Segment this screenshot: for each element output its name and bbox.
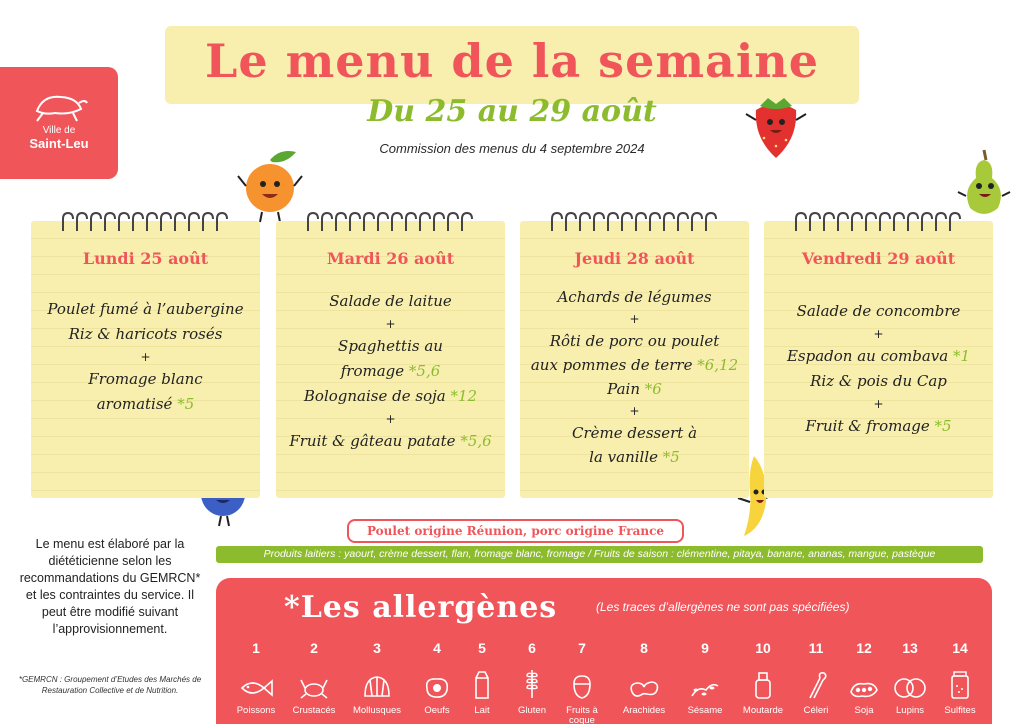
allergen-label: Gluten <box>518 705 546 716</box>
allergen-ref: *5,6 <box>460 432 492 450</box>
menu-separator: + <box>629 312 640 326</box>
day-title: Mardi 26 août <box>326 249 455 268</box>
allergens-panel <box>216 578 992 724</box>
allergen-number: 14 <box>952 640 968 656</box>
wheat-icon <box>524 666 540 700</box>
allergen-number: 6 <box>528 640 536 656</box>
menu-vendredi <box>764 299 993 439</box>
allergen-number: 1 <box>252 640 260 656</box>
allergen-item <box>932 640 988 716</box>
spiral-binding-icon <box>546 211 726 233</box>
soy-icon <box>848 678 880 700</box>
menu-line: Fruit & gâteau patate <box>289 432 456 450</box>
menu-line: Achards de légumes <box>557 288 712 306</box>
peanut-icon <box>627 676 661 700</box>
day-title: Vendredi 29 août <box>801 249 956 268</box>
menu-lundi <box>31 297 260 417</box>
orange-mascot-icon <box>236 146 306 224</box>
allergen-number: 5 <box>478 640 486 656</box>
allergen-number: 7 <box>578 640 586 656</box>
menu-line: aromatisé <box>96 395 173 413</box>
gemrcn-footnote: *GEMRCN : Groupement d’Etudes des Marchés de Restauration Collective et de Nutrition. <box>18 675 202 695</box>
spiral-binding-icon <box>302 211 482 233</box>
day-title: Jeudi 28 août <box>574 249 695 268</box>
allergen-number: 13 <box>902 640 918 656</box>
logo-line2: Saint-Leu <box>29 136 89 151</box>
mustard-icon <box>753 670 773 700</box>
logo-line1: Ville de <box>42 125 76 136</box>
allergen-ref: *5,6 <box>408 362 441 380</box>
strawberry-mascot-icon <box>742 88 810 164</box>
dairy-fruits-banner: Produits laitiers : yaourt, crème dessert, flan, fromage blanc, fromage / Fruits de saison : clémentine, pitaya, banane, ananas, mangue, pastèque <box>216 546 983 563</box>
allergen-label: Sésame <box>687 705 723 716</box>
allergen-number: 9 <box>701 640 709 656</box>
allergen-label: Lait <box>474 705 490 716</box>
menu-separator: + <box>140 350 151 364</box>
allergens-title: *Les allergènes <box>284 590 558 625</box>
menu-line: Riz & pois du Cap <box>810 372 947 390</box>
menu-separator: + <box>873 397 884 411</box>
allergen-ref: *12 <box>450 387 478 405</box>
celery-icon <box>804 670 828 700</box>
sulfite-icon <box>949 670 971 700</box>
allergen-label: Mollusques <box>352 705 402 716</box>
menu-mardi <box>276 289 505 454</box>
allergen-item <box>286 640 342 716</box>
allergen-ref: *5 <box>934 417 952 435</box>
day-card-mardi <box>276 221 505 498</box>
menu-note: Le menu est élaboré par la diététicienne selon les recommandations du GEMRCN* et les contraintes du service. Il peut être modifié suivant l’approvisionnement. <box>19 537 201 636</box>
menu-line: Fruit & fromage <box>805 417 930 435</box>
menu-line: Spaghettis au <box>338 337 443 355</box>
menu-separator: + <box>385 317 396 331</box>
allergen-label: Moutarde <box>742 705 784 716</box>
menu-line: Riz & haricots rosés <box>68 325 223 343</box>
allergen-ref: *1 <box>952 347 971 365</box>
allergen-ref: *5 <box>662 448 680 466</box>
allergen-label: Oeufs <box>424 705 450 716</box>
menu-line: Bolognaise de soja <box>303 387 446 405</box>
menu-line: Salade de laitue <box>329 292 452 310</box>
menu-separator: + <box>873 327 884 341</box>
allergen-label: Soja <box>854 705 874 716</box>
day-card-jeudi <box>520 221 749 498</box>
allergen-number: 4 <box>433 640 441 656</box>
allergen-number: 3 <box>373 640 381 656</box>
allergen-label: Lupins <box>896 705 924 716</box>
menu-line: la vanille <box>589 448 659 466</box>
allergen-label: Poissons <box>236 705 276 716</box>
menu-line: Espadon au combava <box>786 347 949 365</box>
menu-line: Rôti de porc ou poulet <box>549 332 720 350</box>
allergen-number: 11 <box>808 640 824 656</box>
menu-jeudi <box>520 285 749 469</box>
spiral-binding-icon <box>57 211 237 233</box>
pear-mascot-icon <box>956 146 1012 220</box>
menu-line: Salade de concombre <box>796 302 961 320</box>
allergen-label: Fruits à coque <box>566 705 598 726</box>
menu-separator: + <box>629 404 640 418</box>
egg-icon <box>423 676 451 700</box>
date-range: Du 25 au 29 août <box>367 94 657 129</box>
day-card-lundi <box>31 221 260 498</box>
allergen-number: 10 <box>755 640 771 656</box>
milk-icon <box>472 670 492 700</box>
menu-line: aux pommes de terre <box>530 356 693 374</box>
allergen-label: Céleri <box>803 705 829 716</box>
allergen-ref: *5 <box>177 395 195 413</box>
menu-line: fromage <box>340 362 405 380</box>
allergen-number: 2 <box>310 640 318 656</box>
commission-date: Commission des menus du 4 septembre 2024 <box>379 141 645 156</box>
lupin-icon <box>893 676 927 700</box>
allergen-item <box>735 640 791 716</box>
sesame-icon <box>688 678 722 700</box>
allergen-item <box>349 640 405 716</box>
allergen-item <box>677 640 733 716</box>
city-logo <box>0 67 118 179</box>
allergen-ref: *6,12 <box>697 356 739 374</box>
turtle-icon <box>29 89 89 123</box>
spiral-binding-icon <box>790 211 970 233</box>
allergen-item <box>616 640 672 716</box>
day-card-vendredi <box>764 221 993 498</box>
allergen-item <box>554 640 610 726</box>
menu-line: Pain <box>607 380 640 398</box>
allergen-number: 12 <box>856 640 872 656</box>
fish-icon <box>238 676 274 700</box>
allergen-item <box>504 640 560 716</box>
allergen-label: Arachides <box>622 705 666 716</box>
menu-line: Fromage blanc <box>88 370 203 388</box>
allergen-number: 8 <box>640 640 648 656</box>
nut-icon <box>570 672 594 700</box>
menu-line: Poulet fumé à l’aubergine <box>47 300 244 318</box>
allergen-label: Sulfites <box>944 705 976 716</box>
crab-icon <box>298 674 330 700</box>
shell-icon <box>362 674 392 700</box>
meat-origin-label: Poulet origine Réunion, porc origine France <box>347 519 684 543</box>
allergen-ref: *6 <box>644 380 662 398</box>
allergen-item <box>228 640 284 716</box>
menu-line: Crème dessert à <box>571 424 698 442</box>
allergen-item <box>454 640 510 716</box>
allergen-label: Crustacés <box>292 705 336 716</box>
allergens-subtitle: (Les traces d’allergènes ne sont pas spécifiées) <box>596 600 850 614</box>
page-title: Le menu de la semaine <box>204 34 820 88</box>
menu-separator: + <box>385 412 396 426</box>
day-title: Lundi 25 août <box>82 249 209 268</box>
allergen-item <box>882 640 938 716</box>
